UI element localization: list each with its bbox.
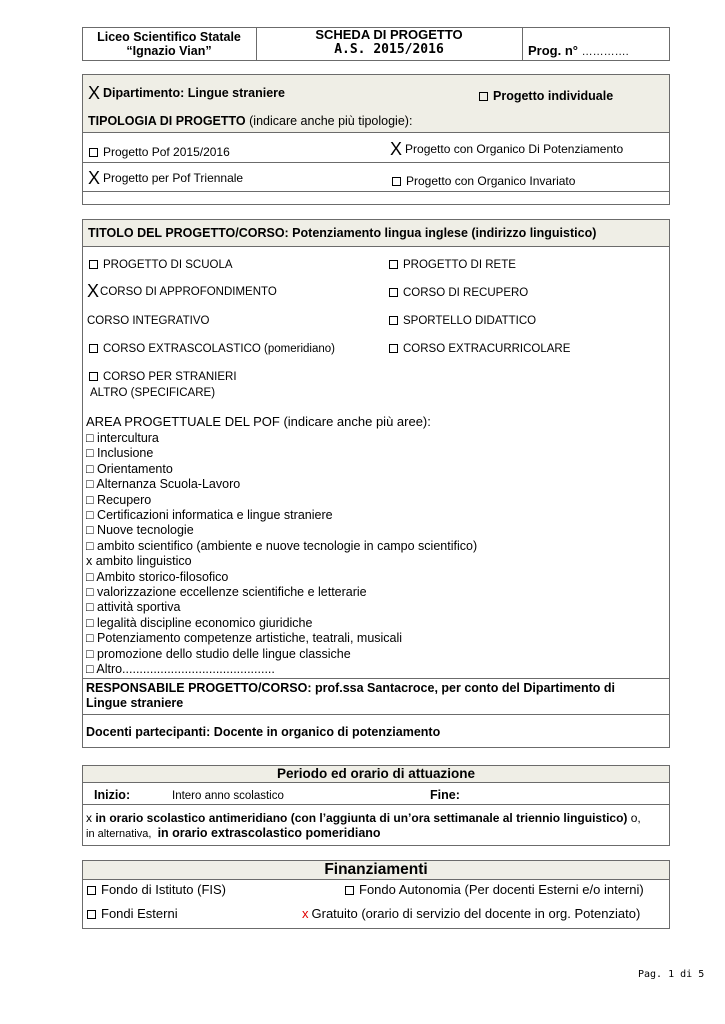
opt-corso-recupero [389,286,528,300]
tipologia-label: TIPOLOGIA DI PROGETTO [88,114,246,128]
area-label: intercultura [97,431,159,445]
dipartimento [88,83,285,103]
area-label: Altro............................................ [96,662,275,677]
area-label: Alternanza Scuola-Lavoro [96,477,241,492]
area-mark: □ [86,523,94,538]
dipartimento-label: Dipartimento: Lingue straniere [103,86,285,100]
area-mark: □ [86,569,94,584]
corso-recupero-label: CORSO DI RECUPERO [403,287,529,299]
checkbox-icon[interactable] [87,910,96,919]
tipologia-note: (indicare anche più tipologie): [245,114,413,128]
gratuito-label: Gratuito (orario di servizio del docente in org. Potenziato) [311,906,641,921]
list-item[interactable] [86,431,477,446]
alternativa-label: in alternativa, [86,828,152,840]
area-mark: □ [86,585,94,600]
sportello-didattico-label: SPORTELLO DIDATTICO [403,315,537,327]
row-divider [82,678,670,679]
periodo-title: Periodo ed orario di attuazione [276,766,476,781]
row-divider [82,804,670,805]
list-item[interactable] [86,631,477,646]
list-item[interactable] [86,523,477,538]
checked-mark: X [88,83,101,103]
area-mark: □ [86,631,94,646]
corso-extrascolastico-label: CORSO EXTRASCOLASTICO (pomeridiano) [103,343,335,355]
area-mark: □ [86,615,94,630]
school-subname: “Ignazio Vian” [126,44,212,58]
area-label: valorizzazione eccellenze scientifiche e letterarie [97,585,367,600]
area-mark: □ [86,508,94,523]
area-label: promozione dello studio delle lingue classiche [97,646,351,661]
opt-gratuito [302,906,640,921]
orario-o: o, [627,811,641,825]
area-label: ambito scientifico (ambiente e nuove tecnologie in campo scientifico) [97,538,478,553]
area-label: Ambito storico-filosofico [96,569,229,584]
list-item[interactable] [86,662,477,677]
opt-fondo-autonomia [345,882,644,897]
opt-altro-specificare: ALTRO (SPECIFICARE) [90,387,216,399]
area-mark: □ [86,477,94,492]
row-divider [82,714,670,715]
prog-dots: …………. [581,46,629,58]
row-divider [82,132,670,133]
opt-organico-potenziamento [390,139,624,159]
opt-progetto-rete [389,258,516,272]
page-number: Pag. 1 di 5 [638,969,705,980]
area-mark: □ [86,646,94,661]
checkbox-icon[interactable] [389,260,398,269]
checkbox-icon[interactable] [89,344,98,353]
area-mark: □ [86,446,94,461]
opt-pof-2015 [89,145,230,159]
area-mark: □ [86,538,94,553]
checkbox-icon[interactable] [389,288,398,297]
list-item[interactable] [86,477,477,492]
header-divider [522,27,523,61]
corso-stranieri-label: CORSO PER STRANIERI [103,371,237,383]
checkbox-icon[interactable] [87,886,96,895]
opt-organico-invariato-label: Progetto con Organico Invariato [406,174,576,188]
opt-corso-stranieri [89,370,237,384]
checkbox-icon[interactable] [89,260,98,269]
opt-organico-invariato [392,174,575,188]
school-year: A.S. 2015/2016 [334,42,444,57]
inizio-value: Intero anno scolastico [172,790,284,802]
row-divider [82,246,670,247]
list-item[interactable] [86,539,477,554]
progetto-individuale-label: Progetto individuale [493,89,614,103]
prog-label: Prog. n° [528,43,578,58]
area-mark: □ [86,431,94,445]
area-mark: □ [86,492,94,507]
checkbox-icon[interactable] [89,372,98,381]
school-name: Liceo Scientifico Statale [97,30,241,44]
list-item[interactable] [86,554,477,569]
responsabile-line2: Lingue straniere [86,696,184,710]
checkbox-icon[interactable] [389,344,398,353]
checked-mark: X [87,281,100,301]
checked-mark: x [302,906,309,921]
row-divider [82,782,670,783]
orario-bold: in orario scolastico antimeridiano (con l’aggiunta di un’ora settimanale al triennio linguistico) [95,811,628,825]
list-item[interactable] [86,508,477,523]
opt-corso-extrascolastico [89,342,335,356]
progetto-individuale [479,89,613,103]
opt-corso-extracurricolare [389,342,570,356]
area-mark: □ [86,600,94,615]
form-title: SCHEDA DI PROGETTO [315,27,463,42]
x-mark: x [86,811,92,825]
extrascolastico-label: in orario extrascolastico pomeridiano [157,826,381,840]
area-label: Orientamento [97,461,173,476]
area-label: Potenziamento competenze artistiche, teatrali, musicali [97,631,403,646]
checkbox-icon[interactable] [89,148,98,157]
inizio-label: Inizio: [94,788,131,802]
list-item[interactable] [86,647,477,662]
area-label: ambito linguistico [95,554,192,569]
list-item[interactable] [86,446,477,461]
checked-mark: X [88,168,101,188]
area-label: Recupero [97,492,152,507]
opt-corso-integrativo: CORSO INTEGRATIVO [87,315,210,327]
area-label: Nuove tecnologie [97,523,194,538]
list-item[interactable] [86,493,477,508]
opt-fis [87,882,226,897]
progetto-rete-label: PROGETTO DI RETE [403,259,516,271]
opt-fondi-esterni [87,906,178,921]
checked-mark: X [390,139,403,159]
opt-pof-triennale-label: Progetto per Pof Triennale [103,171,244,185]
docenti-partecipanti: Docenti partecipanti: Docente in organico di potenziamento [86,725,441,739]
fis-label: Fondo di Istituto (FIS) [101,882,226,897]
area-mark: □ [86,461,94,476]
fondo-autonomia-label: Fondo Autonomia (Per docenti Esterni e/o interni) [359,882,644,897]
progetto-scuola-label: PROGETTO DI SCUOLA [103,259,233,271]
opt-organico-potenziamento-label: Progetto con Organico Di Potenziamento [405,142,624,156]
row-divider [82,879,670,880]
orario-scolastico [86,811,641,825]
area-label: Inclusione [97,446,154,461]
prog-number [528,44,629,59]
titolo-progetto: TITOLO DEL PROGETTO/CORSO: Potenziamento lingua inglese (indirizzo linguistico) [88,226,597,240]
opt-pof-triennale [88,168,244,188]
finanziamenti-title: Finanziamenti [324,861,428,878]
area-label: legalità discipline economico giuridiche [97,615,313,630]
list-item[interactable] [86,616,477,631]
list-item[interactable] [86,600,477,615]
responsabile-line1: RESPONSABILE PROGETTO/CORSO: prof.ssa Santacroce, per conto del Dipartimento di [86,681,616,695]
list-item[interactable] [86,570,477,585]
corso-approfondimento-label: CORSO DI APPROFONDIMENTO [100,286,277,298]
opt-corso-approfondimento [87,281,277,301]
row-divider [82,162,670,163]
area-mark: x [86,554,93,569]
area-label: Certificazioni informatica e lingue straniere [97,508,333,523]
opt-progetto-scuola [89,258,233,272]
row-divider [82,191,670,192]
opt-sportello-didattico [389,314,536,328]
checkbox-icon[interactable] [345,886,354,895]
corso-extracurricolare-label: CORSO EXTRACURRICOLARE [403,343,571,355]
tipologia-heading [88,114,412,128]
area-list [86,431,477,678]
opt-pof-2015-label: Progetto Pof 2015/2016 [103,145,230,159]
fine-label: Fine: [430,788,460,802]
area-mark: □ [86,662,94,677]
checkbox-icon[interactable] [392,177,401,186]
list-item[interactable] [86,462,477,477]
checkbox-icon[interactable] [389,316,398,325]
area-progettuale-title: AREA PROGETTUALE DEL POF (indicare anche più aree): [86,414,431,429]
orario-extrascolastico [86,826,381,841]
area-label: attività sportiva [97,600,181,615]
list-item[interactable] [86,585,477,600]
checkbox-icon[interactable] [479,92,488,101]
fondi-esterni-label: Fondi Esterni [101,906,178,921]
